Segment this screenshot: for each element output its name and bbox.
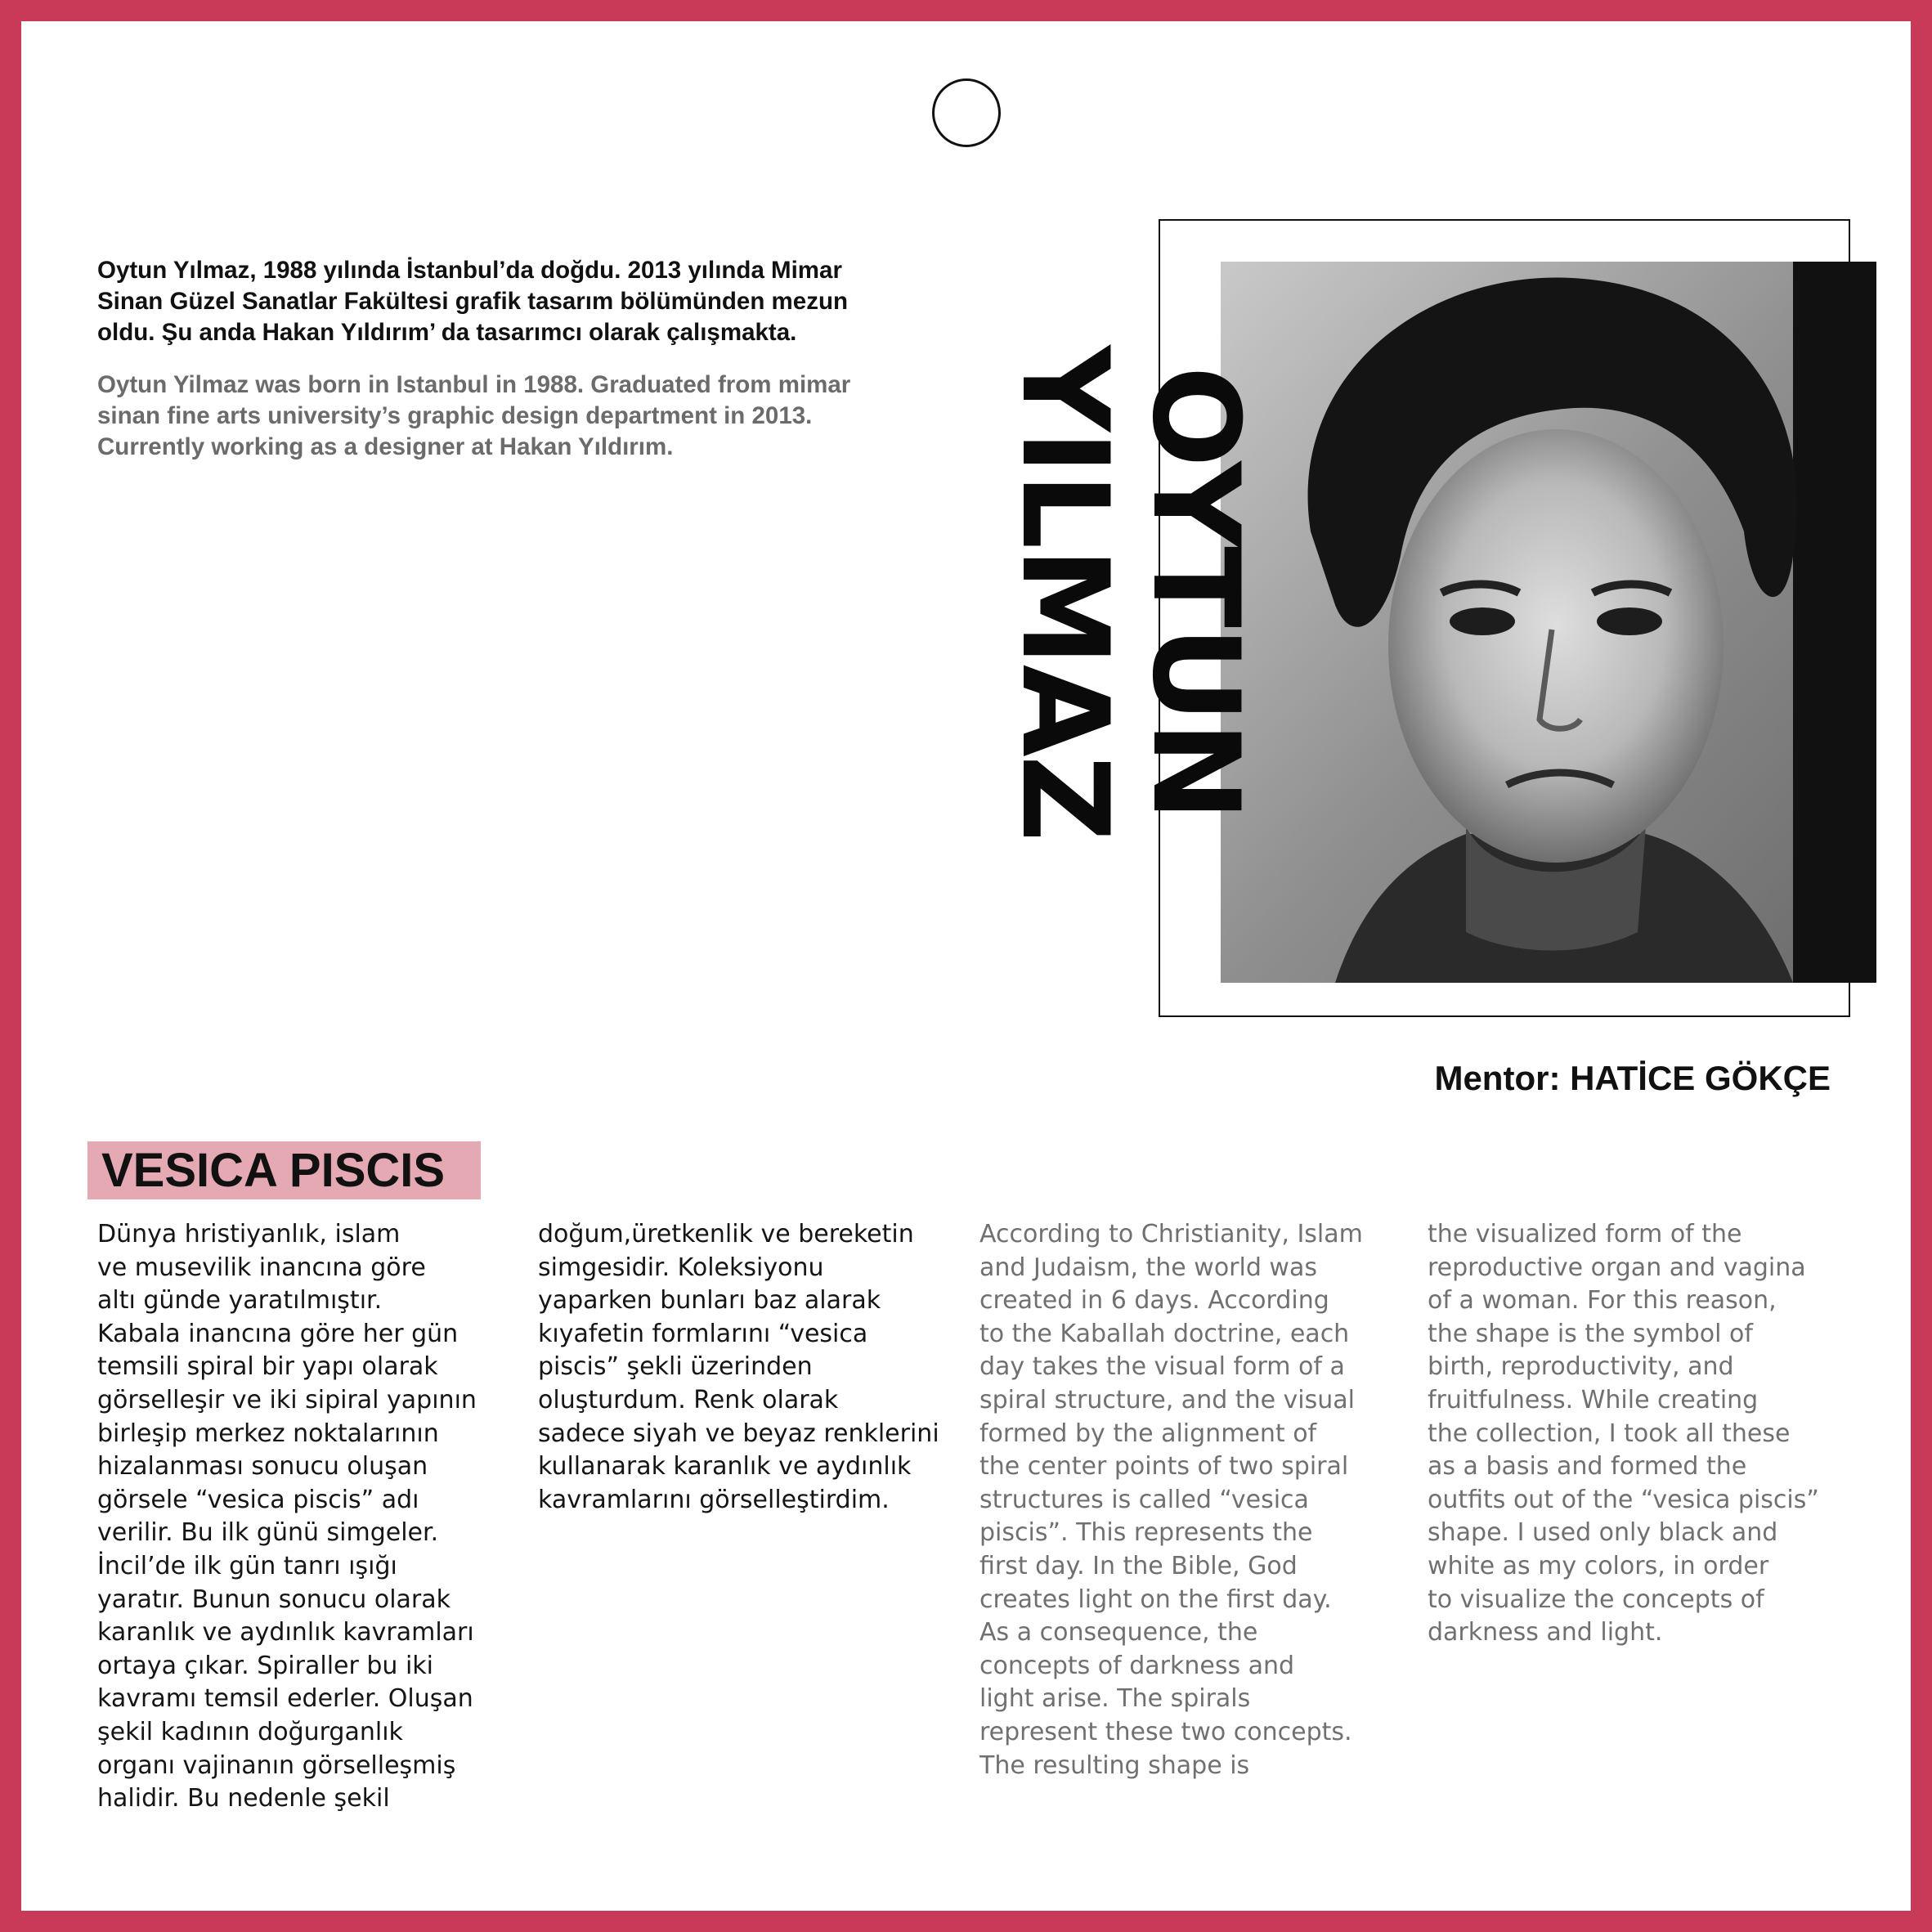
designer-first-name: OYTUN [1126, 365, 1265, 820]
section-heading [87, 1141, 481, 1199]
section-title: VESICA PISCIS [101, 1144, 446, 1197]
portrait-image [1221, 262, 1876, 983]
portrait-photo [1221, 262, 1876, 983]
text-column-en-1: According to Christianity, Islam and Judaism, the world was created in 6 days. According to the Kaballah doctrine, each day takes the visual form of a spiral structure, and the visual formed by the alignment of the center points of two spiral structures is called “vesica piscis”. This represents the first day. In the Bible, God creates light on the first day. As a consequence, the concepts of darkness and light arise. The spirals represent these two concepts. The resulting shape is [979, 1220, 1363, 1780]
text-column-tr-1: Dünya hristiyanlık, islam ve musevilik inancına göre altı günde yaratılmıştır. Kabala inancına göre her gün temsili spiral bir yapı olarak görselleşir ve iki sipiral yapının birleşip merkez noktalarının hizalanması sonucu oluşan görsele “vesica piscis” adı verilir. Bu ilk günü simgeler. İncil’de ilk gün tanrı ışığı yaratır. Bunun sonucu olarak karanlık ve aydınlık kavramları ortaya çıkar. Spiraller bu iki kavramı temsil ederler. Oluşan şekil kadının doğurganlık organı vajinanın görselleşmiş halidir. Bu nedenle şekil [97, 1220, 477, 1813]
text-column-en-2: the visualized form of the reproductive organ and vagina of a woman. For this reason, the shape is the symbol of birth, reproductivity, and fruitfulness. While creating the collection, I took all these as a basis and formed the outfits out of the “vesica piscis” shape. I used only black and white as my colors, in order to visualize the concepts of darkness and light. [1428, 1220, 1819, 1647]
designer-name [995, 345, 1265, 840]
punch-hole [932, 78, 1001, 147]
page [21, 21, 1911, 1911]
mentor-label: Mentor: HATİCE GÖKÇE [1434, 1059, 1831, 1097]
text-column-tr-2: doğum,üretkenlik ve bereketin simgesidir. Koleksiyonu yaparken bunları baz alarak kıyafetin formlarını “vesica piscis” şekli üzerinden oluşturdum. Renk olarak sadece siyah ve beyaz renklerini kullanarak karanlık ve aydınlık kavramlarını görselleştirdim. [538, 1220, 939, 1514]
bio-english: Oytun Yilmaz was born in Istanbul in 1988. Graduated from mimar sinan fine arts university’s graphic design department in 2013. Currently working as a designer at Hakan Yıldırım. [97, 371, 851, 460]
designer-last-name: YILMAZ [995, 345, 1134, 840]
bio-turkish: Oytun Yılmaz, 1988 yılında İstanbul’da doğdu. 2013 yılında Mimar Sinan Güzel Sanatlar Fakültesi grafik tasarım bölümünden mezun oldu. Şu anda Hakan Yıldırım’ da tasarımcı olarak çalışmakta. [97, 257, 848, 346]
